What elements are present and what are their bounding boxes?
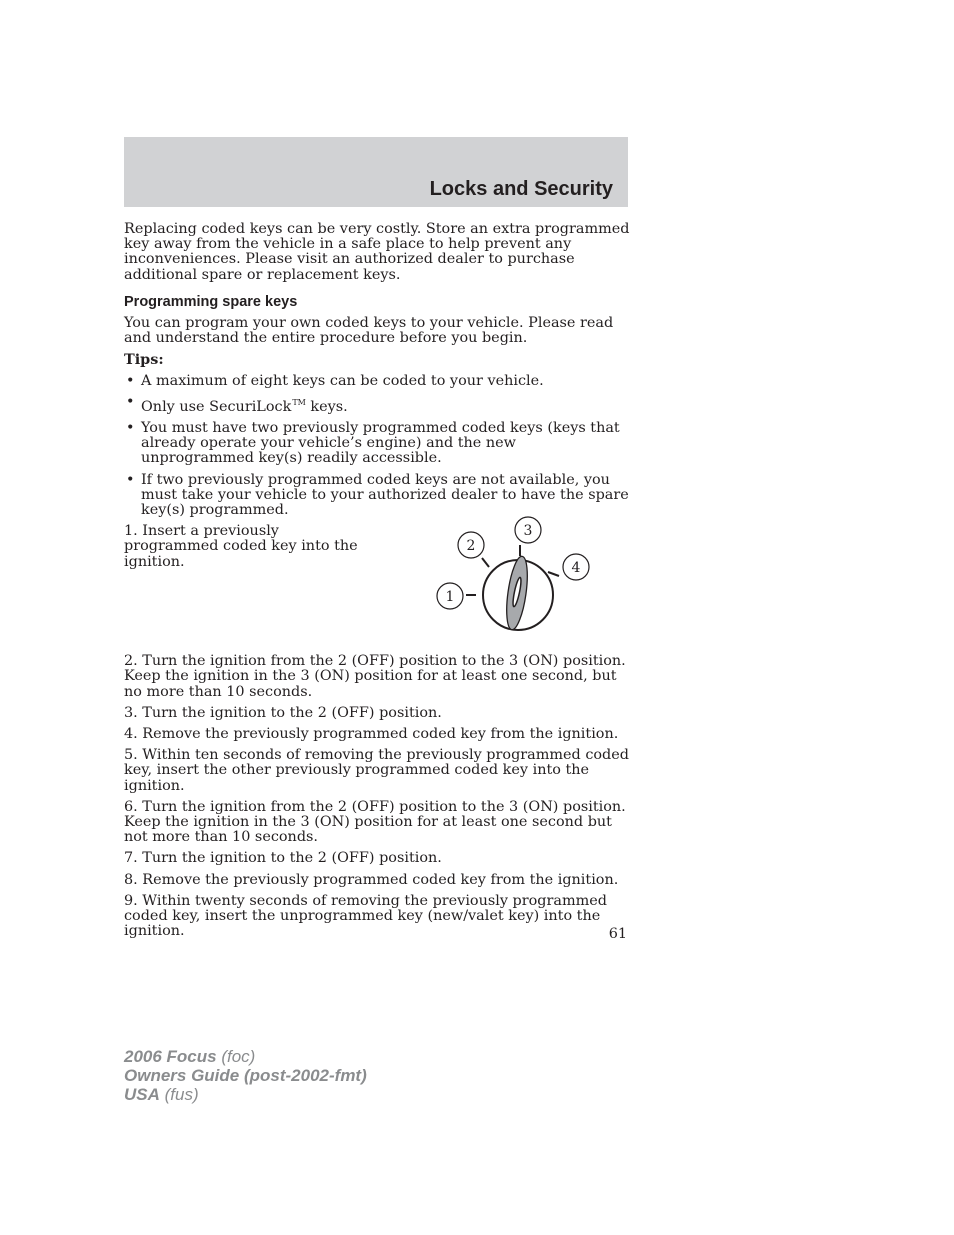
section-header-band — [124, 137, 628, 207]
svg-text:2: 2 — [466, 538, 476, 555]
svg-text:1: 1 — [445, 589, 455, 606]
svg-text:4: 4 — [571, 560, 581, 577]
page-content — [124, 222, 630, 946]
position-3-label — [515, 517, 541, 543]
ignition-diagram — [429, 516, 599, 646]
tip-item: • Only use SecuriLock™ keys. — [126, 393, 348, 415]
step-1: 1. Insert a previously programmed coded key into the ignition. — [124, 523, 358, 570]
steps-list — [124, 654, 630, 939]
bullet-icon: • — [126, 420, 135, 437]
position-1-label — [437, 583, 463, 609]
step-9: 9. Within twenty seconds of removing the previously programmed coded key, insert the unprogrammed key (new/valet key) into the ignition. — [124, 892, 607, 940]
section-title: Locks and Security — [429, 178, 613, 200]
programming-heading: Programming spare keys — [124, 293, 298, 310]
intro-paragraph: Replacing coded keys can be very costly. Store an extra programmed key away from the vehicle in a safe place to help prevent any inconveniences. Please visit an authorized dealer to purchase additional spare or replacement keys. — [124, 221, 630, 283]
footer-line-2: Owners Guide (post-2002-fmt) — [124, 1066, 367, 1085]
tips-list — [124, 374, 630, 519]
tips-label: Tips: — [124, 351, 164, 369]
page-number: 61 — [608, 926, 627, 942]
footer-line-1: 2006 Focus (foc) — [124, 1047, 256, 1066]
step-3: 3. Turn the ignition to the 2 (OFF) position. — [124, 704, 442, 721]
position-4-label — [563, 554, 589, 580]
bullet-icon: • — [126, 393, 135, 410]
programming-intro: You can program your own coded keys to your vehicle. Please read and understand the entire procedure before you begin. — [124, 315, 614, 347]
tip-item: • A maximum of eight keys can be coded to your vehicle. — [126, 372, 544, 389]
tip-item: • You must have two previously programmed coded keys (keys that already operate your vehicle’s engine) and the new unprogrammed key(s) readily accessible. — [126, 420, 620, 467]
position-2-label — [458, 532, 484, 558]
bullet-icon: • — [126, 471, 135, 488]
bullet-icon: • — [126, 372, 135, 389]
step-5: 5. Within ten seconds of removing the previously programmed coded key, insert the other previously programmed coded key into the ignition. — [124, 747, 629, 794]
footer-line-3: USA (fus) — [124, 1085, 199, 1104]
trademark-mark: TM — [292, 397, 306, 407]
step-8: 8. Remove the previously programmed coded key from the ignition. — [124, 871, 619, 888]
tip-item: • If two previously programmed coded keys are not available, you must take your vehicle to your authorized dealer to have the spare key(s) programmed. — [126, 471, 629, 519]
tick-mark — [482, 558, 489, 567]
document-footer — [124, 1047, 367, 1104]
step1-figure-row — [124, 524, 630, 654]
step-2: 2. Turn the ignition from the 2 (OFF) position to the 3 (ON) position. Keep the ignition in the 3 (ON) position for at least one second, but no more than 10 seconds. — [124, 653, 626, 700]
step-4: 4. Remove the previously programmed coded key from the ignition. — [124, 726, 619, 743]
tick-mark — [548, 572, 559, 576]
step-7: 7. Turn the ignition to the 2 (OFF) position. — [124, 850, 442, 867]
svg-text:3: 3 — [523, 523, 533, 540]
step-6: 6. Turn the ignition from the 2 (OFF) position to the 3 (ON) position. Keep the ignition in the 3 (ON) position for at least one second but not more than 10 seconds. — [124, 798, 626, 846]
